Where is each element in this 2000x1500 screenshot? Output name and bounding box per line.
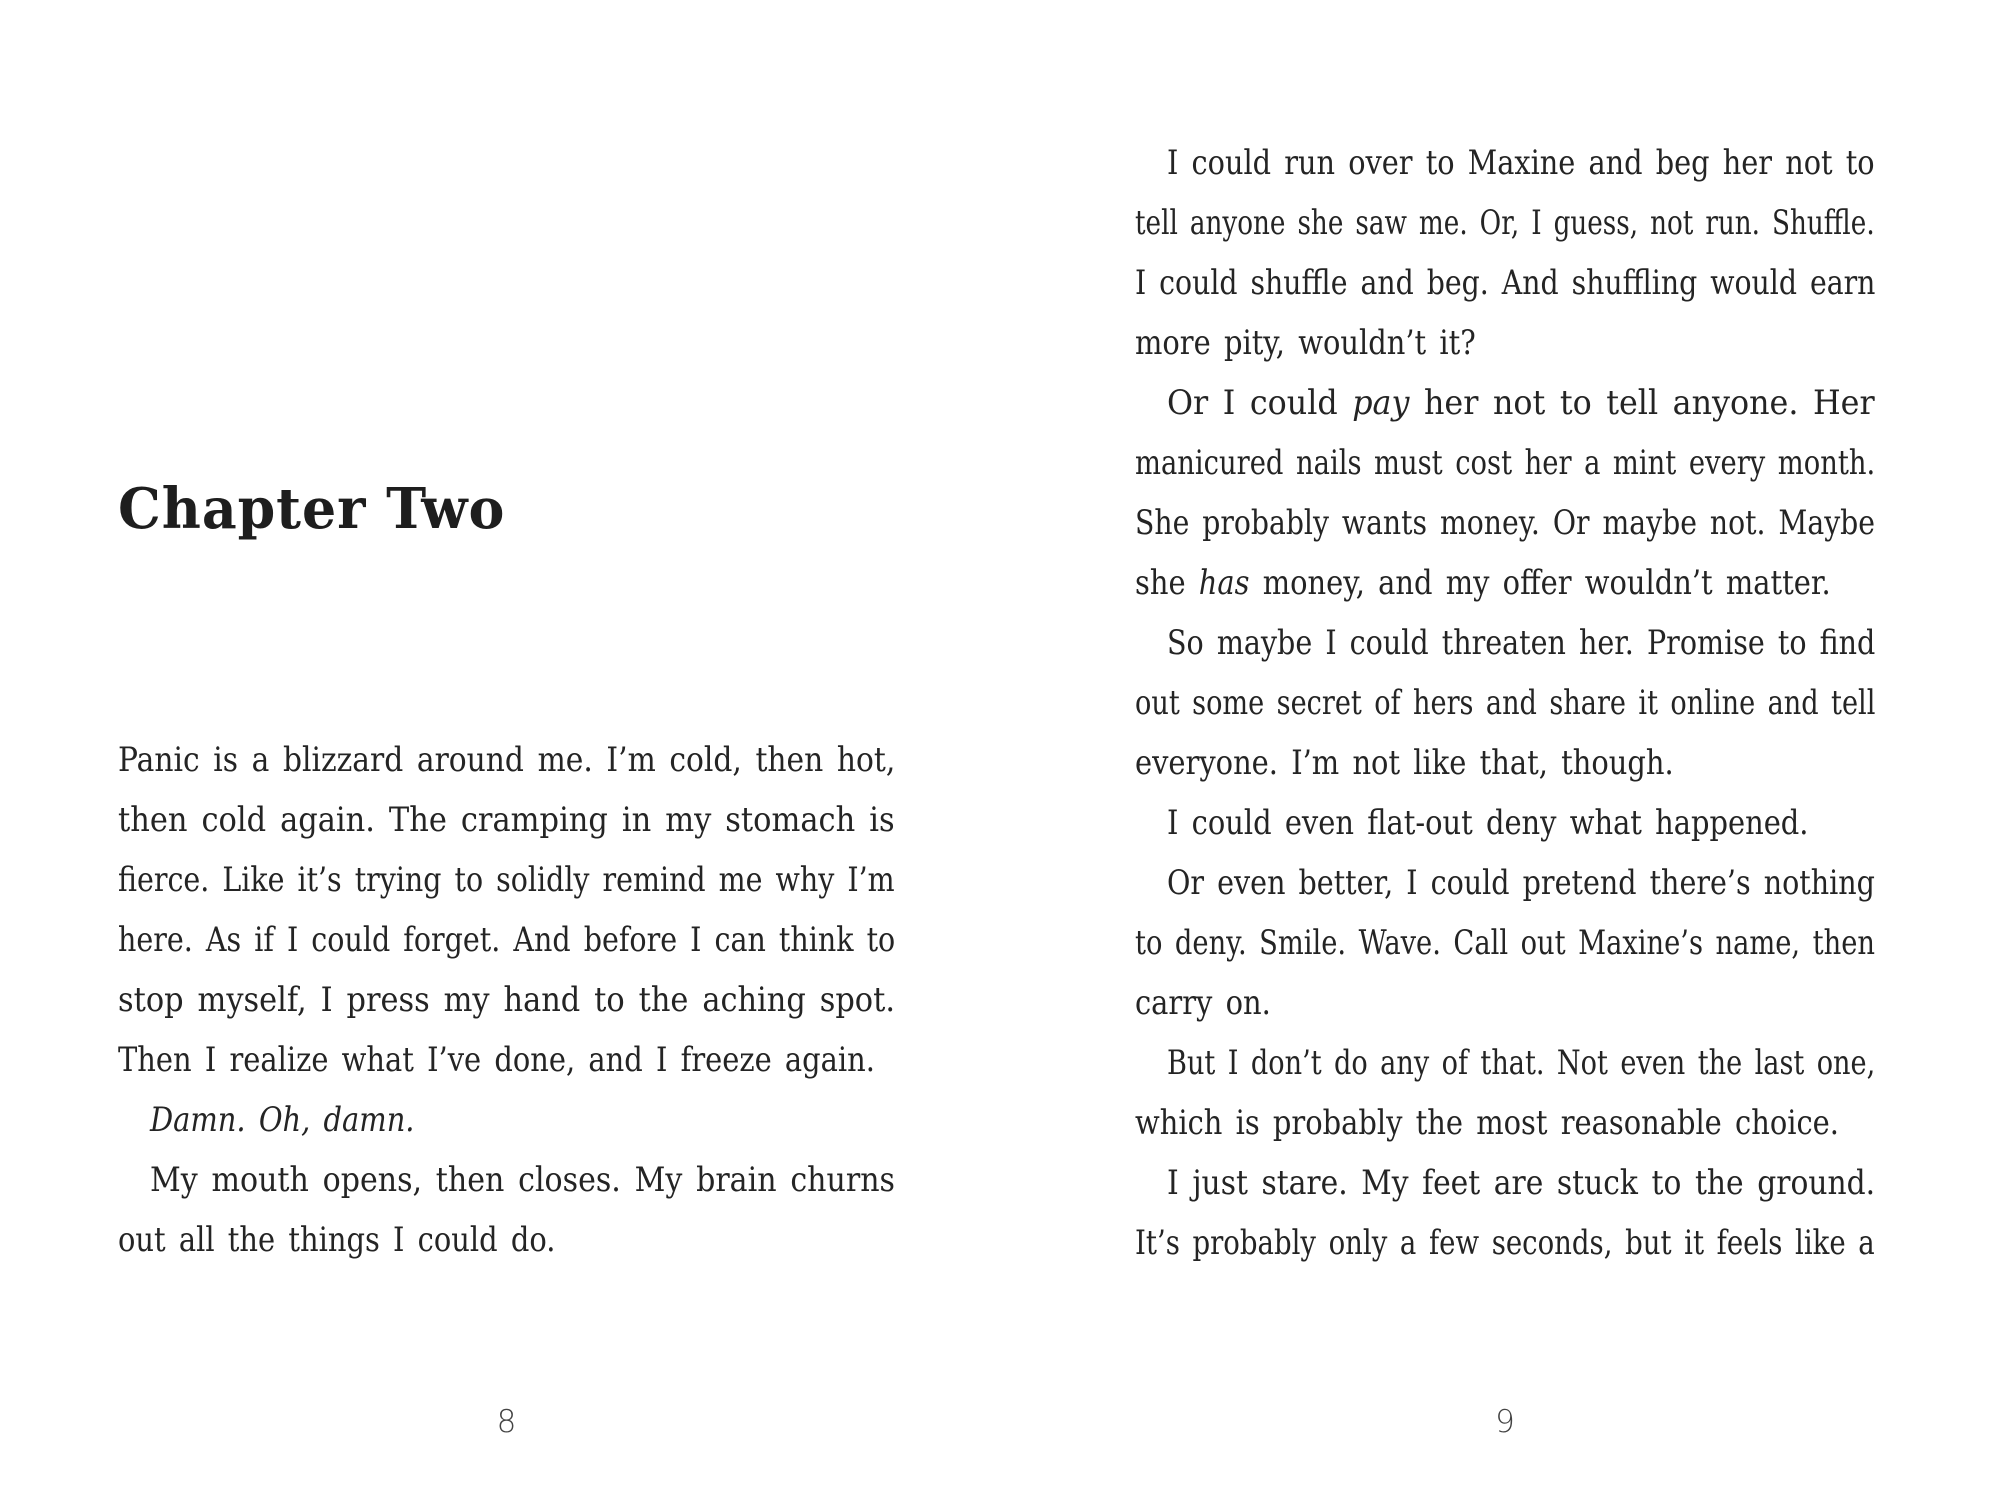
text-line-content: [118, 910, 895, 970]
left-page-number: 8: [496, 1404, 517, 1440]
text-segment: which is probably the most reasonable choice.: [1135, 1103, 1839, 1143]
right-page-number: 9: [1495, 1404, 1515, 1440]
text-segment: everyone. I’m not like that, though.: [1135, 743, 1674, 783]
text-line-content: [1135, 913, 1875, 973]
text-line: [1135, 673, 1875, 733]
text-segment: fierce. Like it’s trying to solidly remind me why I’m: [118, 860, 895, 900]
text-line: [1135, 733, 1875, 793]
text-line-content: [1135, 493, 1875, 553]
text-segment: I could run over to Maxine and beg her not to: [1167, 143, 1875, 183]
text-line: [1135, 1153, 1875, 1213]
text-segment: Then I realize what I’ve done, and I freeze again.: [118, 1040, 875, 1080]
italic-text: has: [1198, 563, 1250, 603]
text-line-content: [1135, 673, 1875, 733]
text-line: [1135, 553, 1875, 613]
text-segment: to deny. Smile. Wave. Call out Maxine’s name, then: [1135, 923, 1875, 963]
text-line: [118, 850, 895, 910]
text-line-content: [1135, 253, 1875, 313]
text-line-content: [1167, 1033, 1875, 1093]
text-line-content: [1167, 133, 1875, 193]
text-line-content: [1167, 373, 1875, 433]
text-line: [1135, 1033, 1875, 1093]
text-line: [118, 1030, 895, 1090]
text-line-content: [118, 730, 895, 790]
text-line: [1135, 193, 1875, 253]
text-segment: carry on.: [1135, 983, 1271, 1023]
text-line: [1135, 613, 1875, 673]
text-line: [1135, 433, 1875, 493]
text-line-content: [118, 970, 895, 1030]
text-segment: Or even better, I could pretend there’s nothing: [1167, 863, 1875, 903]
text-segment: I could shuffle and beg. And shuffling would earn: [1135, 263, 1876, 303]
text-segment: stop myself, I press my hand to the aching spot.: [118, 980, 895, 1020]
text-line-content: [1167, 853, 1875, 913]
text-line: [118, 1150, 895, 1210]
text-line: [1135, 793, 1875, 853]
text-line: [1135, 133, 1875, 193]
text-segment: she: [1135, 563, 1199, 603]
text-line-content: [1167, 613, 1875, 673]
text-line-content: [1135, 553, 1831, 613]
text-segment: My mouth opens, then closes. My brain churns: [150, 1160, 895, 1200]
text-line-content: [1135, 433, 1875, 493]
text-line: [1135, 1213, 1875, 1273]
text-segment: Panic is a blizzard around me. I’m cold, then hot,: [118, 740, 896, 780]
text-line-content: [118, 850, 895, 910]
text-line-content: [150, 1150, 895, 1210]
text-line-content: [1135, 1213, 1875, 1273]
text-line-content: [1135, 193, 1875, 253]
text-line: [118, 910, 895, 970]
text-line-content: [118, 1210, 555, 1270]
text-line: [1135, 313, 1875, 373]
text-line: [1135, 253, 1875, 313]
text-line-content: [1167, 793, 1808, 853]
text-segment: more pity, wouldn’t it?: [1135, 323, 1476, 363]
text-line-content: [1135, 973, 1271, 1033]
text-segment: It’s probably only a few seconds, but it feels like a: [1135, 1223, 1875, 1263]
left-page-body: [118, 730, 895, 1270]
text-line: [1135, 913, 1875, 973]
text-line: [118, 730, 895, 790]
text-segment: Or I could: [1167, 383, 1353, 423]
text-segment: But I don’t do any of that. Not even the last one,: [1167, 1043, 1876, 1083]
text-line: [1135, 373, 1875, 433]
chapter-heading-text: Chapter Two: [118, 476, 506, 542]
text-segment: here. As if I could forget. And before I can think to: [118, 920, 896, 960]
text-line-content: [150, 1090, 414, 1150]
text-line: [1135, 493, 1875, 553]
text-segment: her not to tell anyone. Her: [1409, 383, 1875, 423]
text-line: [118, 1090, 895, 1150]
text-line: [118, 970, 895, 1030]
text-line-content: [118, 790, 895, 850]
text-segment: So maybe I could threaten her. Promise to find: [1167, 623, 1876, 663]
text-segment: I could even flat-out deny what happened.: [1167, 803, 1809, 843]
text-segment: out some secret of hers and share it online and tell: [1135, 683, 1876, 723]
text-line-content: [1135, 313, 1476, 373]
text-segment: money, and my offer wouldn’t matter.: [1249, 563, 1831, 603]
text-line-content: [1135, 1093, 1839, 1153]
text-line-content: [1135, 733, 1674, 793]
text-line: [1135, 1093, 1875, 1153]
text-segment: out all the things I could do.: [118, 1220, 556, 1260]
text-line: [1135, 853, 1875, 913]
text-segment: I just stare. My feet are stuck to the ground.: [1167, 1163, 1876, 1203]
text-segment: She probably wants money. Or maybe not. Maybe: [1135, 503, 1876, 543]
text-line-content: [1167, 1153, 1875, 1213]
italic-text: Damn. Oh, damn.: [150, 1100, 415, 1140]
right-page-body: [1135, 133, 1875, 1273]
italic-text: pay: [1352, 383, 1410, 423]
text-line-content: [118, 1030, 875, 1090]
text-line: [118, 1210, 895, 1270]
text-line: [118, 790, 895, 850]
text-line: [1135, 973, 1875, 1033]
text-segment: tell anyone she saw me. Or, I guess, not run. Shuffle.: [1135, 203, 1875, 243]
text-segment: then cold again. The cramping in my stomach is: [118, 800, 895, 840]
text-segment: manicured nails must cost her a mint every month.: [1135, 443, 1876, 483]
chapter-heading: [118, 476, 521, 542]
